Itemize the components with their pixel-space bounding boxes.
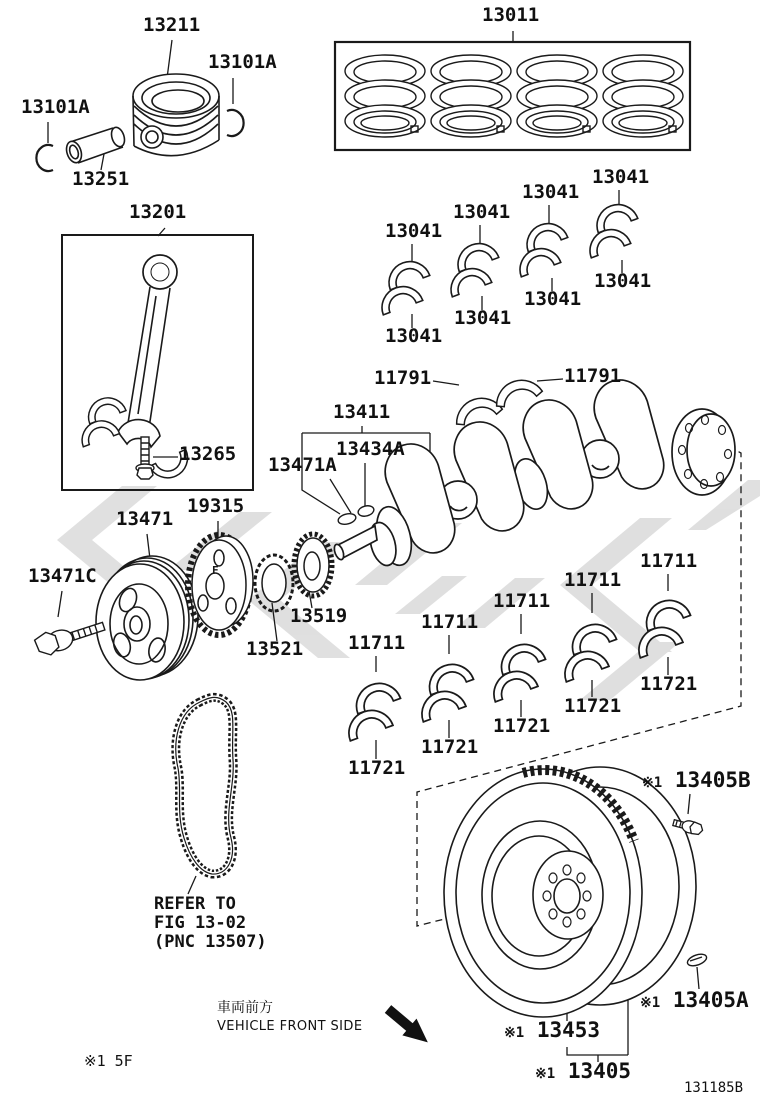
snap-ring-right xyxy=(227,110,244,136)
part-label-11791-right[interactable]: 11791 xyxy=(564,365,622,387)
part-label-11711-2[interactable]: 11711 xyxy=(421,611,479,633)
vehicle-front-label-en: VEHICLE FRONT SIDE xyxy=(217,1019,363,1034)
refer-note xyxy=(154,895,267,952)
timing-sprocket-drawing xyxy=(188,535,253,635)
flywheel-drawing xyxy=(444,767,696,1017)
part-label-13251[interactable]: 13251 xyxy=(72,168,130,190)
part-label-13471C[interactable]: 13471C xyxy=(28,565,97,587)
part-label-13471[interactable]: 13471 xyxy=(116,508,174,530)
part-label-13041-t2[interactable]: 13041 xyxy=(453,201,511,223)
piston-drawing xyxy=(133,74,219,156)
part-label-19315[interactable]: 19315 xyxy=(187,495,245,517)
part-label-13453[interactable]: ※1 13453 xyxy=(504,1018,601,1042)
part-label-13041-t3[interactable]: 13041 xyxy=(522,181,580,203)
main-bearing-11711-4 xyxy=(559,618,617,682)
part-label-13011[interactable]: 13011 xyxy=(482,4,540,26)
part-label-11711-1[interactable]: 11711 xyxy=(348,632,406,654)
piston-ring-set-box xyxy=(335,42,690,150)
vehicle-front-label-jp: 車両前方 xyxy=(217,1000,273,1016)
part-label-13519[interactable]: 13519 xyxy=(290,605,348,627)
rod-bearing-13041-4 xyxy=(584,199,638,258)
main-bearing-11711-2 xyxy=(416,658,474,722)
part-label-13101A-right[interactable]: 13101A xyxy=(208,51,277,73)
piston-pin-drawing xyxy=(64,126,127,165)
part-label-13471A[interactable]: 13471A xyxy=(268,454,337,476)
part-label-13041-t1[interactable]: 13041 xyxy=(385,220,443,242)
refer-note-line3: (PNC 13507) xyxy=(154,932,267,952)
part-label-11791-left[interactable]: 11791 xyxy=(374,367,432,389)
part-label-13041-b1[interactable]: 13041 xyxy=(385,325,443,347)
part-label-11711-4[interactable]: 11711 xyxy=(564,569,622,591)
part-label-13405A[interactable]: ※1 13405A xyxy=(640,988,749,1012)
part-label-13201[interactable]: 13201 xyxy=(129,201,187,223)
part-label-11721-4[interactable]: 11721 xyxy=(564,695,622,717)
part-label-13265[interactable]: 13265 xyxy=(179,443,237,465)
part-label-13434A[interactable]: 13434A xyxy=(336,438,405,460)
part-label-13041-b3[interactable]: 13041 xyxy=(524,288,582,310)
part-label-11711-3[interactable]: 11711 xyxy=(493,590,551,612)
part-label-13041-b4[interactable]: 13041 xyxy=(594,270,652,292)
part-label-13521[interactable]: 13521 xyxy=(246,638,304,660)
part-label-13101A-left[interactable]: 13101A xyxy=(21,96,90,118)
snap-ring-left xyxy=(36,145,53,171)
main-bearing-11711-1 xyxy=(343,677,401,741)
refer-note-line2: FIG 13-02 xyxy=(154,913,247,933)
part-label-11711-5[interactable]: 11711 xyxy=(640,550,698,572)
crankshaft-drawing xyxy=(333,372,735,572)
part-label-11721-1[interactable]: 11721 xyxy=(348,757,406,779)
refer-note-line1: REFER TO xyxy=(154,894,236,914)
sprocket-mark: F xyxy=(212,564,219,577)
part-label-13405B[interactable]: ※1 13405B xyxy=(642,768,751,792)
part-label-11721-2[interactable]: 11721 xyxy=(421,736,479,758)
part-label-13211[interactable]: 13211 xyxy=(143,14,201,36)
rod-bearing-13041-3 xyxy=(514,218,568,277)
dowel-pin-drawing xyxy=(686,952,708,968)
timing-chain-drawing xyxy=(176,697,233,874)
part-label-13041-t4[interactable]: 13041 xyxy=(592,166,650,188)
rod-bearing-13041-2 xyxy=(445,238,499,297)
main-bearing-11711-3 xyxy=(488,638,546,702)
part-label-13405[interactable]: ※1 13405 xyxy=(535,1059,632,1083)
crankshaft-key-13434A xyxy=(337,504,375,526)
rod-bearing-13041-1 xyxy=(376,256,430,315)
figure-code: 131185B xyxy=(684,1080,744,1096)
part-label-11721-5[interactable]: 11721 xyxy=(640,673,698,695)
vehicle-front-arrow xyxy=(381,1001,435,1051)
part-label-13041-b2[interactable]: 13041 xyxy=(454,307,512,329)
part-label-13411[interactable]: 13411 xyxy=(333,401,391,423)
part-label-11721-3[interactable]: 11721 xyxy=(493,715,551,737)
footnote: ※1 5F xyxy=(84,1052,133,1070)
